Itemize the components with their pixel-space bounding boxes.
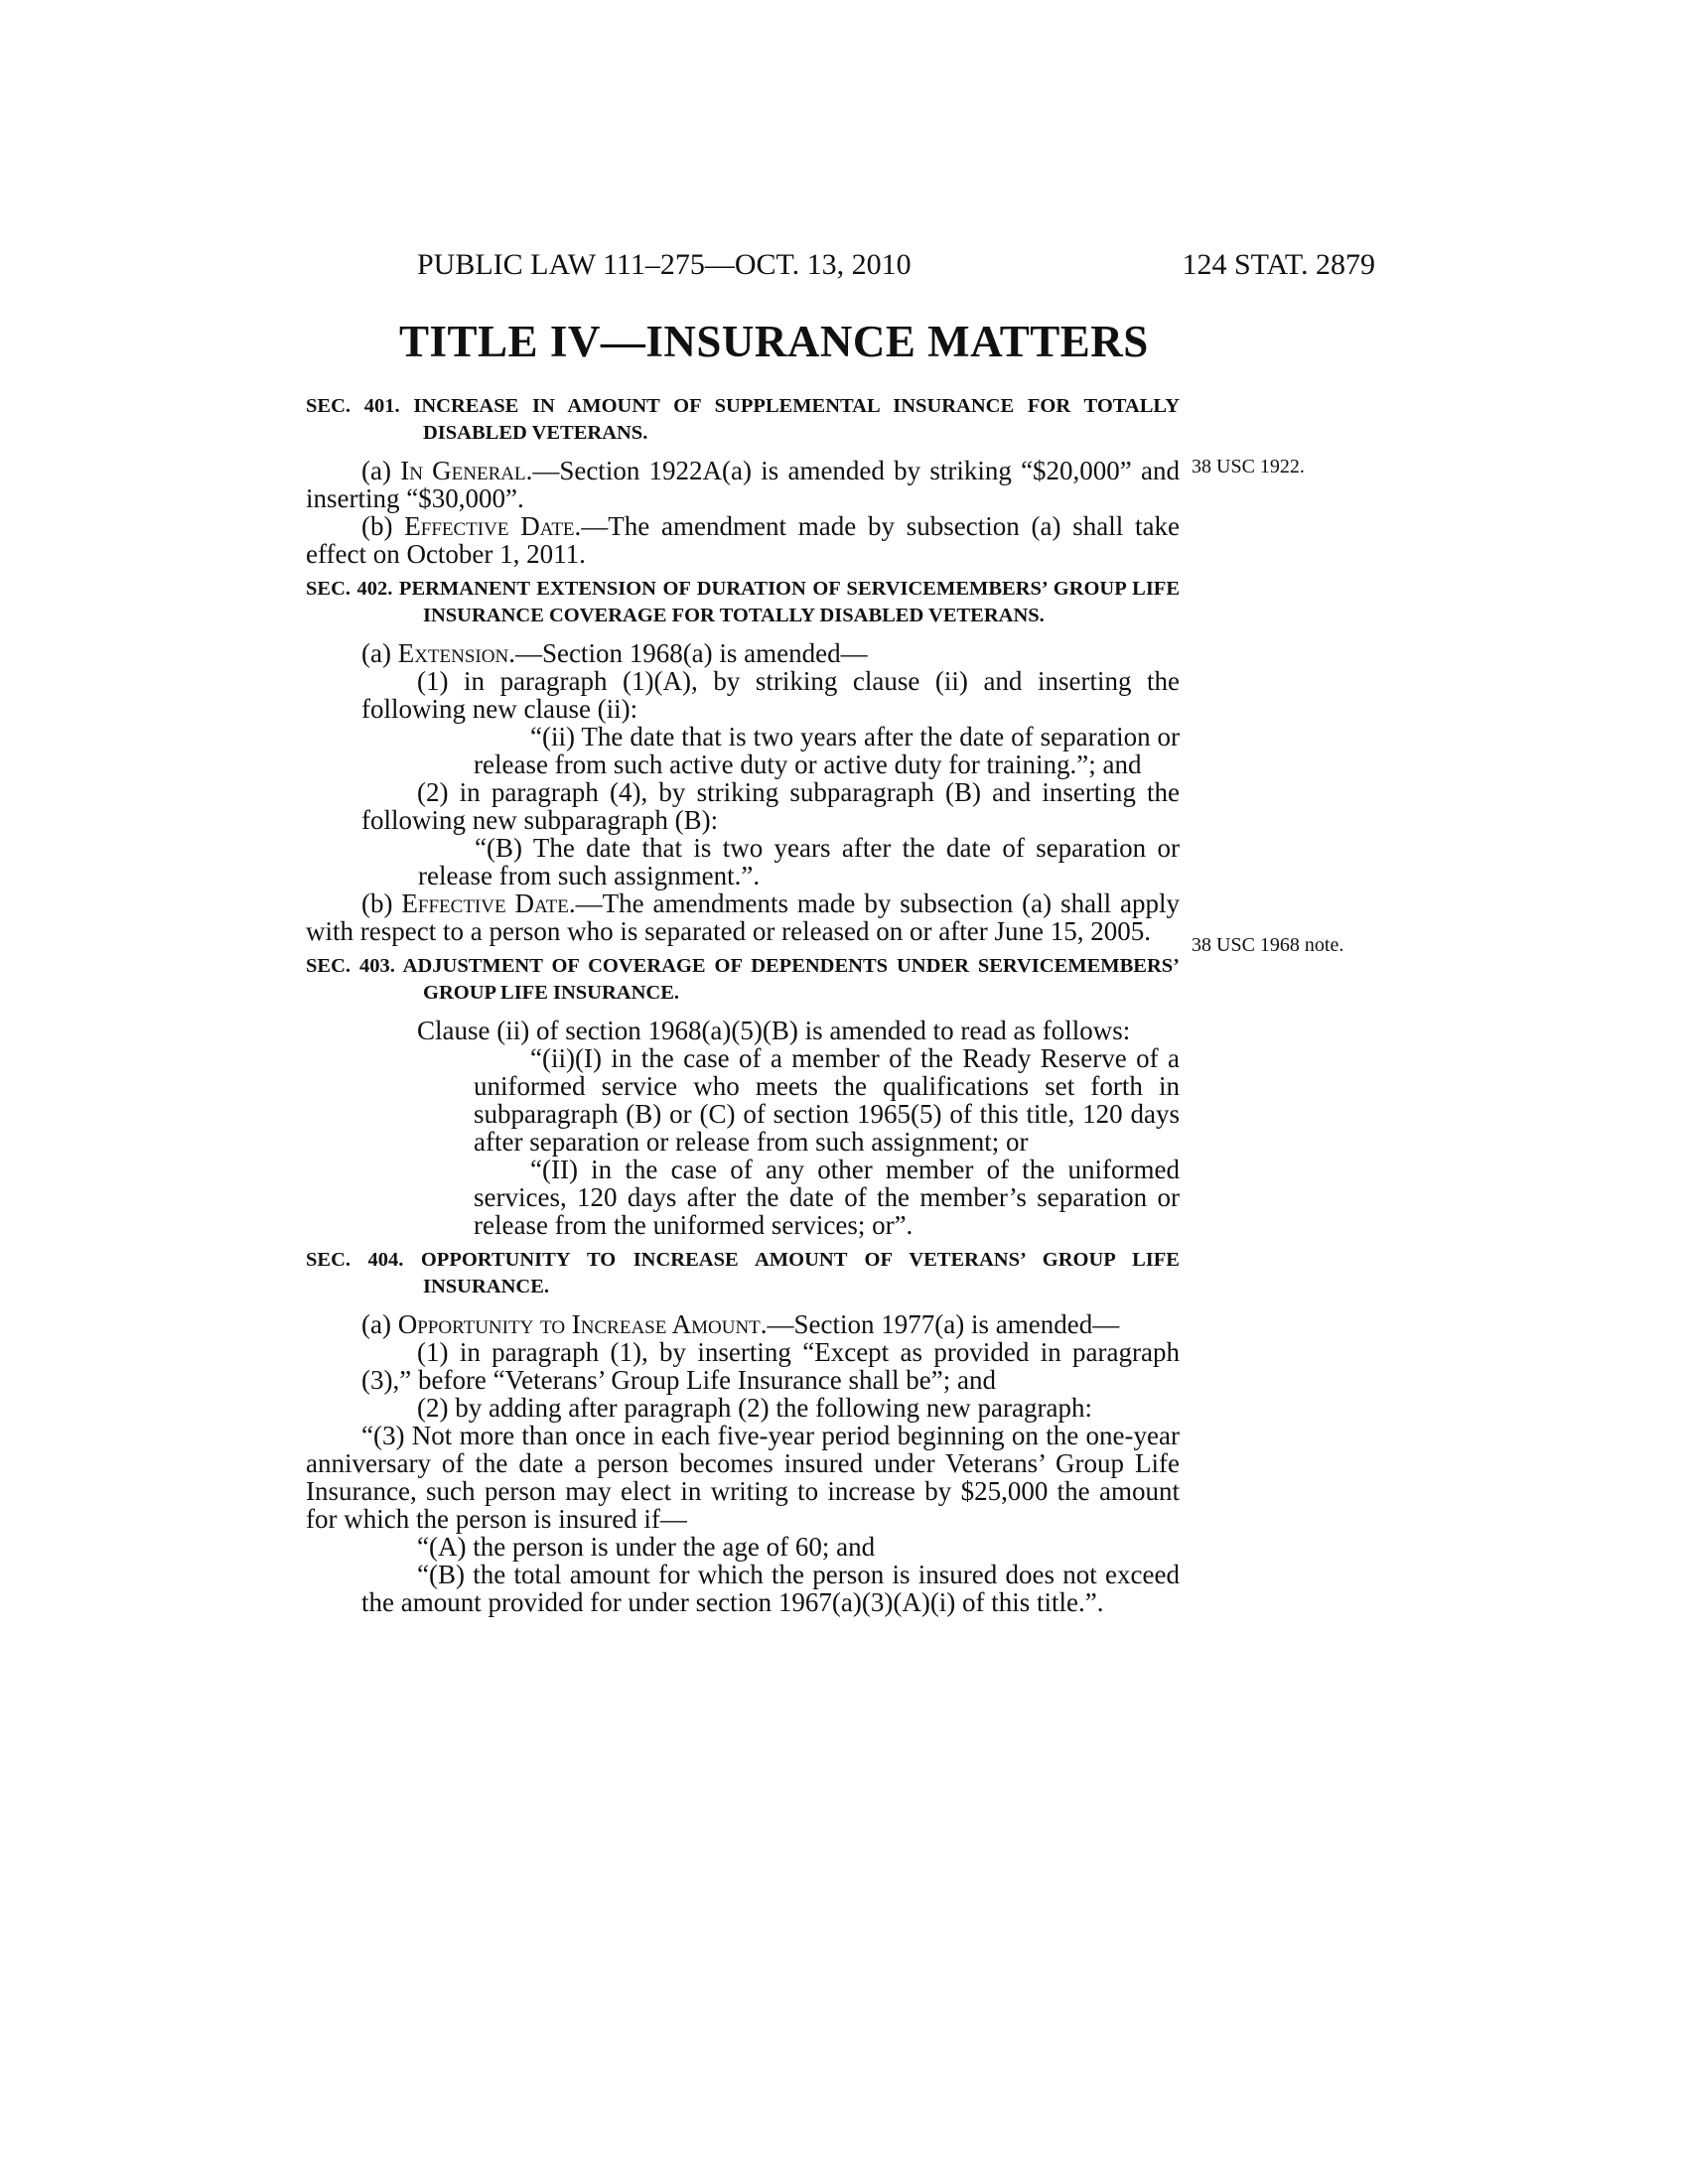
sec401-b-open: (b)	[361, 511, 393, 541]
sec404-quoted-paragraph-3: “(3) Not more than once in each five-year period beginning on the one-year anniversary of the date a person becomes insured under Veterans’ Group Life Insurance, such person may elect in writing to increase by $25,000 the amount for which the person is insured if—	[306, 1421, 1180, 1534]
sec401-a-label: In General	[400, 456, 526, 485]
section-heading-402: SEC. 402. PERMANENT EXTENSION OF DURATION OF SERVICEMEMBERS’ GROUP LIFE INSURANCE COVERAGE FOR TOTALLY DISABLED VETERANS.	[306, 578, 1180, 626]
sec403-intro: Clause (ii) of section 1968(a)(5)(B) is amended to read as follows:	[417, 1016, 1131, 1045]
sec402-a-text: .—Section 1968(a) is amended—	[508, 638, 868, 668]
sec401-a-text: .—Section 1922A(a) is amended by striking “$20,000” and inserting “$30,000”.	[306, 456, 1181, 513]
section-heading-403: SEC. 403. ADJUSTMENT OF COVERAGE OF DEPENDENTS UNDER SERVICEMEMBERS’ GROUP LIFE INSURANCE.	[306, 955, 1180, 1004]
sec402-a-open: (a)	[361, 638, 391, 668]
sec402-b-text: .—The amendments made by subsection (a) shall apply with respect to a person who is separated or released on or after June 15, 2005.	[306, 888, 1181, 946]
sec402-quoted-clause-ii: “(ii) The date that is two years after the date of separation or release from such active duty or active duty for training.”; and	[474, 722, 1180, 779]
sec403-quoted-clause-ii-ii: “(II) in the case of any other member of the uniformed services, 120 days after the date of the member’s separation or release from the uniformed services; or”.	[474, 1155, 1180, 1240]
sec402-quoted-subparagraph-b: “(B) The date that is two years after the date of separation or release from such assignment.”.	[418, 833, 1180, 890]
sec402-subsection-a	[306, 639, 1180, 667]
sec401-subsection-b	[306, 512, 1180, 568]
document-body	[306, 393, 1180, 1616]
sec402-paragraph-2: (2) in paragraph (4), by striking subparagraph (B) and inserting the following new subparagraph (B):	[361, 777, 1180, 835]
sec402-subsection-b	[306, 889, 1180, 945]
sec402-paragraph-1: (1) in paragraph (1)(A), by striking clause (ii) and inserting the following new clause (ii):	[361, 666, 1180, 724]
sec404-a-label: Opportunity to Increase Amount	[397, 1309, 761, 1339]
sec404-paragraph-2: (2) by adding after paragraph (2) the following new paragraph:	[417, 1393, 1092, 1423]
sec401-subsection-a	[306, 457, 1180, 512]
section-heading-404: SEC. 404. OPPORTUNITY TO INCREASE AMOUNT OF VETERANS’ GROUP LIFE INSURANCE.	[306, 1249, 1180, 1297]
sec404-a-text: .—Section 1977(a) is amended—	[760, 1309, 1120, 1339]
sec404-a-open: (a)	[361, 1309, 391, 1339]
title-heading: TITLE IV—INSURANCE MATTERS	[399, 317, 1149, 366]
sec404-paragraph-1: (1) in paragraph (1), by inserting “Except as provided in paragraph (3),” before “Veterans’ Group Life Insurance shall be”; and	[361, 1337, 1180, 1395]
margin-note-38-usc-1968: 38 USC 1968 note.	[1192, 934, 1344, 956]
statute-page-number: 124 STAT. 2879	[1182, 248, 1375, 281]
public-law-citation: PUBLIC LAW 111–275—OCT. 13, 2010	[417, 248, 912, 281]
sec401-a-open: (a)	[361, 456, 391, 485]
sec404-subsection-a	[306, 1310, 1180, 1338]
sec401-b-text: .—The amendment made by subsection (a) shall take effect on October 1, 2011.	[306, 511, 1180, 569]
sec401-b-label: Effective Date	[404, 511, 575, 541]
sec402-b-label: Effective Date	[401, 888, 569, 918]
margin-note-38-usc-1922: 38 USC 1922.	[1192, 456, 1305, 478]
sec403-quoted-clause-ii-i: “(ii)(I) in the case of a member of the Ready Reserve of a uniformed service who meets the qualifications set forth in subparagraph (B) or (C) of section 1965(5) of this title, 120 days after separation or release from such assignment; or	[474, 1043, 1180, 1157]
sec404-quoted-subparagraph-a: “(A) the person is under the age of 60; and	[417, 1532, 876, 1562]
running-header	[417, 248, 1375, 288]
section-heading-401: SEC. 401. INCREASE IN AMOUNT OF SUPPLEMENTAL INSURANCE FOR TOTALLY DISABLED VETERANS.	[306, 395, 1180, 444]
sec404-quoted-subparagraph-b: “(B) the total amount for which the person is insured does not exceed the amount provided for under section 1967(a)(3)(A)(i) of this title.”.	[361, 1560, 1180, 1617]
sec402-b-open: (b)	[361, 888, 393, 918]
sec402-a-label: Extension	[397, 638, 509, 668]
